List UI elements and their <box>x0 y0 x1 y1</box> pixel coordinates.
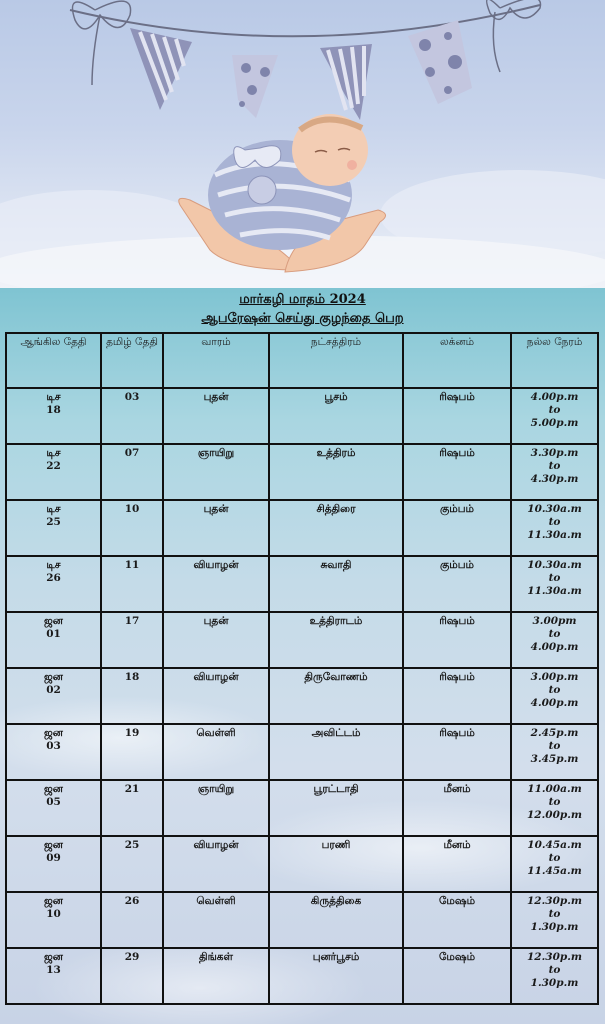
weekday-cell: வியாழன் <box>163 668 269 724</box>
end-time: 4.00p.m <box>530 641 579 653</box>
tamil-date-cell: 29 <box>101 948 163 1004</box>
good-time-cell <box>511 948 598 1004</box>
end-time: 11.45a.m <box>527 865 582 877</box>
month-label: ஜன <box>44 727 63 739</box>
good-time-cell <box>511 892 598 948</box>
end-time: 12.00p.m <box>527 809 582 821</box>
lagnam-cell: ரிஷபம் <box>403 612 511 668</box>
end-time: 3.45p.m <box>530 753 579 765</box>
start-time: 3.00p.m <box>530 671 579 683</box>
start-time: 4.00p.m <box>530 391 579 403</box>
good-time-cell <box>511 444 598 500</box>
tamil-date-cell: 17 <box>101 612 163 668</box>
good-time-cell <box>511 612 598 668</box>
english-date-cell <box>6 556 101 612</box>
day-label: 13 <box>46 964 61 976</box>
weekday-cell: புதன் <box>163 612 269 668</box>
start-time: 12.30p.m <box>527 895 582 907</box>
start-time: 10.30a.m <box>527 559 582 571</box>
weekday-cell: திங்கள் <box>163 948 269 1004</box>
lagnam-cell: ரிஷபம் <box>403 388 511 444</box>
to-label: to <box>548 796 561 808</box>
end-time: 11.30a.m <box>527 529 582 541</box>
page-subtitle: ஆபரேஷன் செய்து குழந்தை பெற <box>201 311 404 326</box>
star-cell: சுவாதி <box>269 556 403 612</box>
weekday-cell: ஞாயிறு <box>163 780 269 836</box>
month-label: ஜன <box>44 671 63 683</box>
day-label: 02 <box>46 684 61 696</box>
day-label: 25 <box>46 516 61 528</box>
to-label: to <box>548 516 561 528</box>
star-cell: சித்திரை <box>269 500 403 556</box>
bunting-flags-icon <box>0 0 605 288</box>
star-cell: பூசம் <box>269 388 403 444</box>
english-date-cell <box>6 892 101 948</box>
tamil-date-cell: 10 <box>101 500 163 556</box>
to-label: to <box>548 684 561 696</box>
weekday-cell: புதன் <box>163 388 269 444</box>
table-row <box>6 500 598 556</box>
month-label: டிச <box>46 503 61 515</box>
lagnam-cell: ரிஷபம் <box>403 444 511 500</box>
column-header-english-date: ஆங்கில தேதி <box>6 333 101 388</box>
weekday-cell: புதன் <box>163 500 269 556</box>
table-row <box>6 444 598 500</box>
day-label: 01 <box>46 628 61 640</box>
weekday-cell: ஞாயிறு <box>163 444 269 500</box>
to-label: to <box>548 740 561 752</box>
table-row <box>6 724 598 780</box>
month-label: ஜன <box>44 951 63 963</box>
lagnam-cell: மீனம் <box>403 836 511 892</box>
good-time-cell <box>511 500 598 556</box>
english-date-cell <box>6 612 101 668</box>
weekday-cell: வியாழன் <box>163 836 269 892</box>
month-label: டிச <box>46 559 61 571</box>
to-label: to <box>548 404 561 416</box>
english-date-cell <box>6 500 101 556</box>
lagnam-cell: ரிஷபம் <box>403 668 511 724</box>
start-time: 3.00pm <box>532 615 577 627</box>
month-label: டிச <box>46 391 61 403</box>
end-time: 5.00p.m <box>530 417 579 429</box>
table-row <box>6 892 598 948</box>
star-cell: கிருத்திகை <box>269 892 403 948</box>
day-label: 22 <box>46 460 61 472</box>
good-time-cell <box>511 668 598 724</box>
page-title: மார்கழி மாதம் 2024 <box>239 292 366 307</box>
day-label: 09 <box>46 852 61 864</box>
weekday-cell: வெள்ளி <box>163 892 269 948</box>
to-label: to <box>548 964 561 976</box>
day-label: 03 <box>46 740 61 752</box>
weekday-cell: வியாழன் <box>163 556 269 612</box>
good-time-cell <box>511 780 598 836</box>
star-cell: உத்திராடம் <box>269 612 403 668</box>
lagnam-cell: மேஷம் <box>403 892 511 948</box>
good-time-cell <box>511 388 598 444</box>
english-date-cell <box>6 836 101 892</box>
auspicious-dates-table <box>5 332 599 1005</box>
to-label: to <box>548 852 561 864</box>
column-header-weekday: வாரம் <box>163 333 269 388</box>
table-row <box>6 948 598 1004</box>
tamil-date-cell: 18 <box>101 668 163 724</box>
tamil-date-cell: 26 <box>101 892 163 948</box>
star-cell: அவிட்டம் <box>269 724 403 780</box>
month-label: ஜன <box>44 783 63 795</box>
tamil-date-cell: 25 <box>101 836 163 892</box>
good-time-cell <box>511 724 598 780</box>
column-header-good-time: நல்ல நேரம் <box>511 333 598 388</box>
table-row <box>6 780 598 836</box>
to-label: to <box>548 572 561 584</box>
day-label: 18 <box>46 404 61 416</box>
english-date-cell <box>6 388 101 444</box>
table-row <box>6 556 598 612</box>
column-header-star: நட்சத்திரம் <box>269 333 403 388</box>
start-time: 12.30p.m <box>527 951 582 963</box>
end-time: 4.30p.m <box>530 473 579 485</box>
day-label: 10 <box>46 908 61 920</box>
month-label: டிச <box>46 447 61 459</box>
column-header-tamil-date: தமிழ் தேதி <box>101 333 163 388</box>
start-time: 2.45p.m <box>530 727 579 739</box>
lagnam-cell: ரிஷபம் <box>403 724 511 780</box>
star-cell: பூரட்டாதி <box>269 780 403 836</box>
start-time: 3.30p.m <box>530 447 579 459</box>
star-cell: திருவோணம் <box>269 668 403 724</box>
tamil-date-cell: 11 <box>101 556 163 612</box>
star-cell: பரணி <box>269 836 403 892</box>
table-header-row <box>6 333 598 388</box>
table-row <box>6 612 598 668</box>
english-date-cell <box>6 724 101 780</box>
good-time-cell <box>511 836 598 892</box>
weekday-cell: வெள்ளி <box>163 724 269 780</box>
star-cell: உத்திரம் <box>269 444 403 500</box>
lagnam-cell: மேஷம் <box>403 948 511 1004</box>
start-time: 11.00a.m <box>527 783 582 795</box>
star-cell: புனர்பூசம் <box>269 948 403 1004</box>
lagnam-cell: கும்பம் <box>403 500 511 556</box>
end-time: 1.30p.m <box>530 977 579 989</box>
tamil-date-cell: 07 <box>101 444 163 500</box>
to-label: to <box>548 460 561 472</box>
start-time: 10.45a.m <box>527 839 582 851</box>
baby-illustration-banner <box>0 0 605 288</box>
table-row <box>6 668 598 724</box>
english-date-cell <box>6 668 101 724</box>
month-label: ஜன <box>44 895 63 907</box>
end-time: 4.00p.m <box>530 697 579 709</box>
lagnam-cell: மீனம் <box>403 780 511 836</box>
tamil-date-cell: 03 <box>101 388 163 444</box>
end-time: 1.30p.m <box>530 921 579 933</box>
to-label: to <box>548 908 561 920</box>
english-date-cell <box>6 780 101 836</box>
table-row <box>6 836 598 892</box>
month-label: ஜன <box>44 839 63 851</box>
table-row <box>6 388 598 444</box>
calendar-sheet <box>0 288 605 1024</box>
to-label: to <box>548 628 561 640</box>
end-time: 11.30a.m <box>527 585 582 597</box>
day-label: 26 <box>46 572 61 584</box>
tamil-date-cell: 19 <box>101 724 163 780</box>
tamil-date-cell: 21 <box>101 780 163 836</box>
start-time: 10.30a.m <box>527 503 582 515</box>
lagnam-cell: கும்பம் <box>403 556 511 612</box>
column-header-lagnam: லக்னம் <box>403 333 511 388</box>
english-date-cell <box>6 948 101 1004</box>
english-date-cell <box>6 444 101 500</box>
good-time-cell <box>511 556 598 612</box>
month-label: ஜன <box>44 615 63 627</box>
day-label: 05 <box>46 796 61 808</box>
